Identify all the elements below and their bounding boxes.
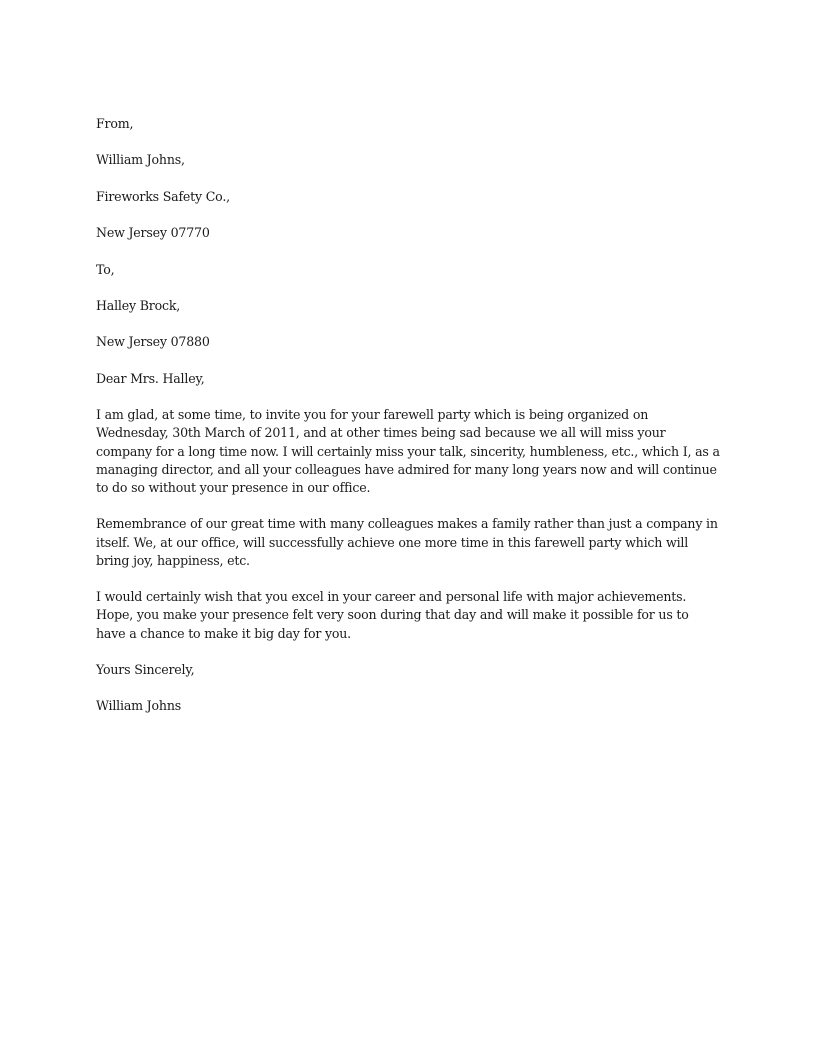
sender-company: Fireworks Safety Co.,	[96, 188, 230, 204]
from-label: From,	[96, 116, 134, 131]
to-label: To,	[96, 261, 115, 277]
body-paragraph-2: Remembrance of our great time with many colleagues makes a family rather than just a company in itself. We, at our office, will successfully achieve one more time in this farewell party which will bring joy, happiness, etc.	[96, 516, 718, 568]
sender-address: New Jersey 07770	[96, 225, 210, 241]
salutation: Dear Mrs. Halley,	[96, 370, 205, 386]
letter-body	[96, 115, 720, 716]
sender-name: William Johns,	[96, 152, 185, 168]
closing: Yours Sincerely,	[96, 661, 195, 677]
body-paragraph-1: I am glad, at some time, to invite you for your farewell party which is being organized on Wednesday, 30th March of 2011, and at other times being sad because we all will miss your company for a long time now. I will certainly miss your talk, sincerity, humbleness, etc., which I, as a managing director, and all your colleagues have admired for many long years now and will continue to do so without your presence in our office.	[96, 407, 720, 495]
body-paragraph-3: I would certainly wish that you excel in your career and personal life with major achievements. Hope, you make your presence felt very soon during that day and will make it possible for us to have a chance to make it big day for you.	[96, 589, 689, 641]
recipient-address: New Jersey 07880	[96, 334, 210, 350]
recipient-name: Halley Brock,	[96, 297, 181, 313]
signature: William Johns	[96, 698, 182, 714]
